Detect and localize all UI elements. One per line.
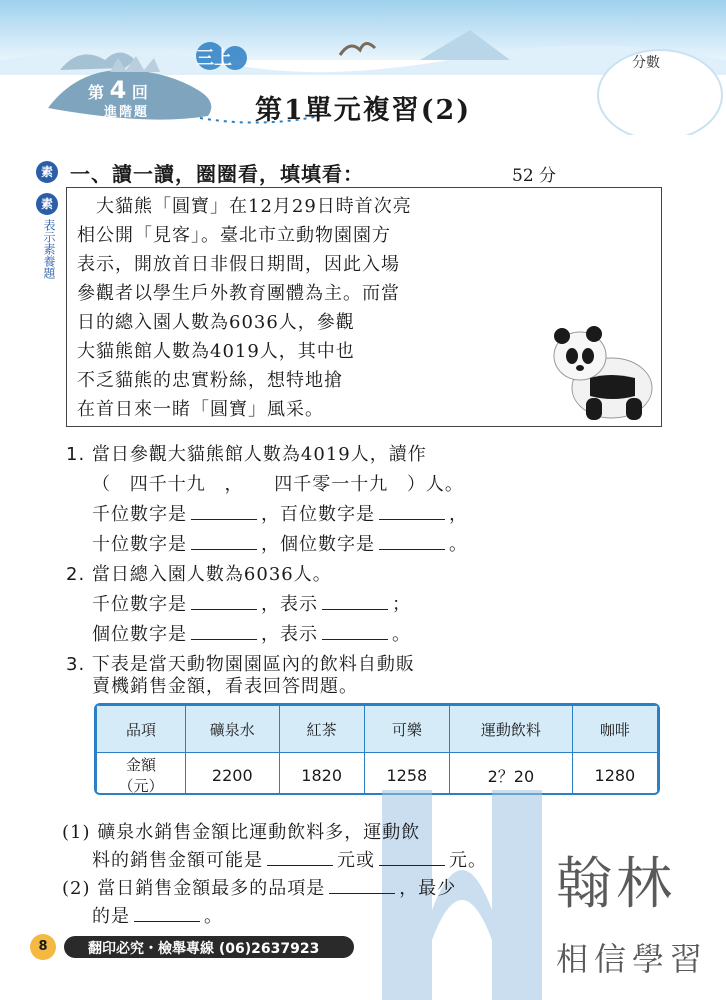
literacy-badge-legend-icon: 素	[36, 193, 58, 215]
choice-close: ）人。	[406, 474, 464, 495]
question-1-row-b	[92, 530, 468, 556]
amount-label: 金額	[125, 756, 156, 774]
table-item-amount: 2？20	[449, 753, 572, 796]
question-1-choices	[92, 470, 464, 496]
sub-question-1-line-2	[92, 846, 487, 872]
sub-question-text: 當日銷售金額最多的品項是	[97, 878, 326, 899]
punctuation: 。	[449, 534, 468, 555]
table-row	[97, 753, 658, 796]
question-text: 下表是當天動物園園區內的飲料自動販	[91, 654, 415, 675]
blank-label: 個位數字是	[92, 624, 187, 645]
choice-separator: ，	[224, 474, 244, 495]
reading-line: 大貓熊館人數為4019人，其中也	[77, 341, 355, 362]
table-item-name: 礦泉水	[186, 706, 280, 753]
answer-blank[interactable]	[267, 851, 333, 866]
question-number: 1.	[66, 444, 86, 465]
question-number: 2.	[66, 564, 86, 585]
answer-blank[interactable]	[379, 505, 445, 520]
answer-blank[interactable]	[379, 535, 445, 550]
punctuation: 。	[392, 624, 411, 645]
table-header-amount	[97, 753, 186, 796]
reading-line: 大貓熊「圓寶」在12月29日時首次亮	[77, 196, 412, 217]
reading-line: 相公開「見客」。臺北市立動物園園方	[77, 225, 391, 246]
answer-blank[interactable]	[322, 595, 388, 610]
table-item-name: 運動飲料	[449, 706, 572, 753]
answer-blank[interactable]	[191, 625, 257, 640]
unit-label: 元。	[449, 850, 487, 871]
sub-question-text: 礦泉水銷售金額比運動飲料多，運動飲	[97, 822, 421, 843]
sub-question-number: (1)	[62, 822, 91, 843]
answer-blank[interactable]	[191, 505, 257, 520]
round-number: 4	[109, 76, 127, 104]
unit-label: 元或	[337, 850, 375, 871]
blank-label: ，個位數字是	[261, 534, 375, 555]
blank-label: ，百位數字是	[261, 504, 375, 525]
reading-line: 不乏貓熊的忠實粉絲，想特地搶	[77, 370, 343, 391]
answer-blank[interactable]	[329, 879, 395, 894]
literacy-legend-label: 表示素養題	[42, 219, 56, 279]
table-item-name: 咖啡	[572, 706, 657, 753]
table-row	[97, 706, 658, 753]
answer-blank[interactable]	[379, 851, 445, 866]
blank-label: 十位數字是	[92, 534, 187, 555]
sub-question-2-line-2	[92, 902, 223, 928]
table-item-amount: 1280	[572, 753, 657, 796]
reading-line: 表示，開放首日非假日期間，因此入場	[77, 254, 400, 275]
table-item-amount: 2200	[186, 753, 280, 796]
round-suffix: 回	[131, 83, 148, 102]
question-1	[66, 440, 427, 466]
punctuation: ；	[392, 594, 411, 615]
answer-blank[interactable]	[134, 907, 200, 922]
question-1-row-a	[92, 500, 468, 526]
round-prefix: 第	[88, 83, 105, 102]
sub-question-2	[62, 874, 456, 900]
sales-table	[94, 703, 660, 795]
question-2	[66, 560, 332, 586]
amount-unit: （元）	[118, 777, 164, 795]
question-2-row-b	[92, 620, 411, 646]
choice-open: （	[92, 474, 111, 495]
table-item-amount: 1820	[279, 753, 364, 796]
sub-question-text: 的是	[92, 906, 130, 927]
sub-question-number: (2)	[62, 878, 91, 899]
table-item-name: 可樂	[364, 706, 449, 753]
table-header-item: 品項	[97, 706, 186, 753]
answer-blank[interactable]	[191, 535, 257, 550]
question-number: 3.	[66, 654, 86, 675]
subject-label: 分數	[632, 55, 660, 71]
choice-option-b[interactable]: 四千零一十九	[274, 474, 389, 495]
answer-blank[interactable]	[322, 625, 388, 640]
publisher-watermark-slogan: 相信學習	[556, 940, 709, 978]
punctuation: ，	[449, 504, 468, 525]
reading-line: 日的總入園人數為6036人，參觀	[77, 312, 355, 333]
blank-label: 千位數字是	[92, 504, 187, 525]
question-text: 當日參觀大貓熊館人數為4019人，讀作	[91, 444, 427, 465]
punctuation: 。	[204, 906, 223, 927]
section-title: 一、讀一讀，圈圈看，填填看：	[70, 162, 364, 186]
sub-question-text: 料的銷售金額可能是	[92, 850, 263, 871]
level-label: 進階題	[104, 105, 150, 120]
sub-question-1	[62, 818, 420, 844]
answer-blank[interactable]	[191, 595, 257, 610]
table-item-amount: 1258	[364, 753, 449, 796]
reading-line: 參觀者以學生戶外教育團體為主。而當	[77, 283, 400, 304]
literacy-badge-icon: 素	[36, 161, 58, 183]
grade-label: 三上	[196, 48, 232, 69]
blank-label: 千位數字是	[92, 594, 187, 615]
footer-copyright: 翻印必究・檢舉專線 (06)2637923	[88, 941, 320, 957]
blank-label: ，表示	[261, 624, 318, 645]
page-title: 第1單元複習(2)	[255, 95, 472, 126]
reading-line: 在首日來一睹「圓寶」風采。	[77, 399, 324, 420]
table-item-name: 紅茶	[279, 706, 364, 753]
sub-question-text: ，最少	[399, 878, 457, 899]
section-points: 52 分	[512, 166, 557, 186]
blank-label: ，表示	[261, 594, 318, 615]
round-label	[88, 76, 148, 104]
question-2-row-a	[92, 590, 411, 616]
question-text: 當日總入園人數為6036人。	[91, 564, 332, 585]
question-3-line-2: 賣機銷售金額，看表回答問題。	[92, 676, 358, 697]
panda-illustration	[550, 318, 660, 423]
page-number: 8	[30, 934, 56, 960]
choice-option-a[interactable]: 四千十九	[129, 474, 206, 495]
publisher-watermark-brand: 翰林	[556, 852, 676, 917]
